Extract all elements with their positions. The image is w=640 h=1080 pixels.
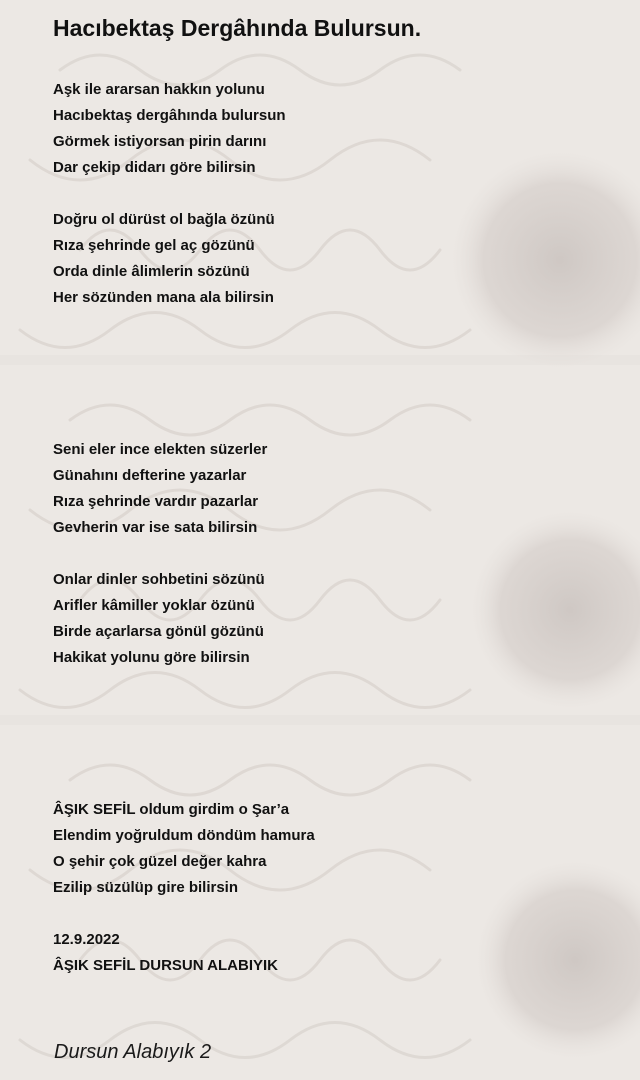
poem-signature <box>53 927 278 979</box>
poem-title: Hacıbektaş Dergâhında Bulursun. <box>53 15 422 41</box>
poem-line: Seni eler ince elekten süzerler <box>53 441 268 458</box>
poem-line: Doğru ol dürüst ol bağla özünü <box>53 211 275 228</box>
poem-line: Günahını defterine yazarlar <box>53 467 247 484</box>
author-name: Dursun Alabıyık 2 <box>54 1041 212 1063</box>
poem-line: Elendim yoğruldum döndüm hamura <box>53 827 315 844</box>
poem-line: Aşk ile ararsan hakkın yolunu <box>53 81 265 98</box>
poem-line: Görmek istiyorsan pirin darını <box>53 133 267 150</box>
poem-date: 12.9.2022 <box>53 931 120 948</box>
poem-line: Dar çekip didarı göre bilirsin <box>53 159 256 176</box>
poem-line: Hacıbektaş dergâhında bulursun <box>53 107 286 124</box>
poem-line: Onlar dinler sohbetini sözünü <box>53 571 265 588</box>
stanza-3 <box>53 437 267 541</box>
stanza-5 <box>53 797 315 901</box>
poem-line: Hakikat yolunu göre bilirsin <box>53 649 250 666</box>
poem-line: Birde açarlarsa gönül gözünü <box>53 623 264 640</box>
poem-line: Gevherin var ise sata bilirsin <box>53 519 258 536</box>
poem-line: ÂŞIK SEFİL oldum girdim o Şar’a <box>53 801 290 818</box>
poem-line: Rıza şehrinde vardır pazarlar <box>53 493 259 510</box>
poem-line: Orda dinle âlimlerin sözünü <box>53 263 250 280</box>
stanza-4 <box>53 567 265 671</box>
poem-line: Her sözünden mana ala bilirsin <box>53 289 274 306</box>
poem-signature-name: ÂŞIK SEFİL DURSUN ALABIYIK <box>53 957 279 974</box>
poem-line: O şehir çok güzel değer kahra <box>53 853 267 870</box>
stanza-1 <box>53 77 286 181</box>
poem-line: Ezilip süzülüp gire bilirsin <box>53 879 239 896</box>
poem-line: Rıza şehrinde gel aç gözünü <box>53 237 255 254</box>
stanza-2 <box>53 207 275 311</box>
poem-line: Arifler kâmiller yoklar özünü <box>53 597 255 614</box>
